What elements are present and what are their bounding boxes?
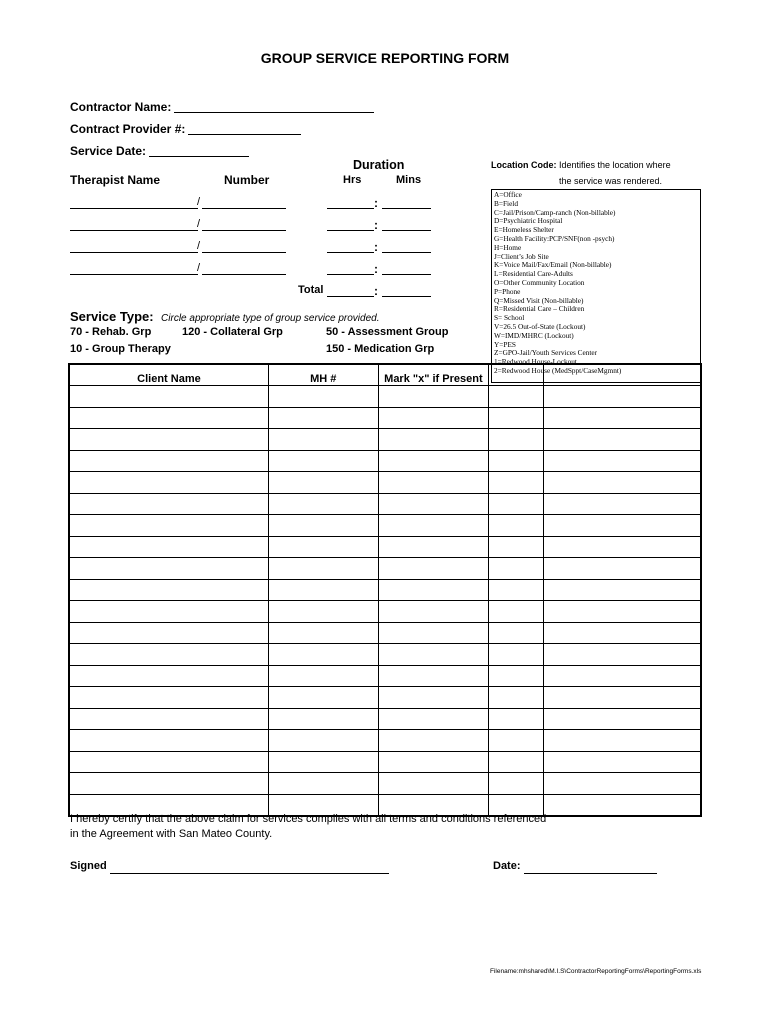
service-type-instruction: Circle appropriate type of group service provided. <box>161 313 380 324</box>
therapist-name-header: Therapist Name <box>70 173 161 187</box>
present-cell[interactable] <box>378 730 489 752</box>
location-code-item: A=Office <box>494 190 522 199</box>
blank-cell[interactable] <box>489 536 544 558</box>
mins-header: Mins <box>396 174 422 186</box>
contract-provider-line[interactable] <box>188 134 301 135</box>
table-row <box>69 450 701 472</box>
blank-cell[interactable] <box>544 579 701 601</box>
certification-line-2: in the Agreement with San Mateo County. <box>70 828 273 840</box>
blank-cell[interactable] <box>489 751 544 773</box>
client-name-cell[interactable] <box>69 450 268 472</box>
client-name-cell[interactable] <box>69 773 268 795</box>
present-cell[interactable] <box>378 665 489 687</box>
service-type-label: Service Type: <box>70 309 154 324</box>
client-name-cell[interactable] <box>69 386 268 408</box>
form-title: GROUP SERVICE REPORTING FORM <box>260 50 510 66</box>
blank-cell[interactable] <box>489 622 544 644</box>
blank-cell[interactable] <box>544 665 701 687</box>
colon: : <box>374 284 378 298</box>
mh-number-cell[interactable] <box>268 429 378 451</box>
slash: / <box>197 262 201 274</box>
therapist-name-line[interactable] <box>70 230 198 231</box>
client-name-cell[interactable] <box>69 515 268 537</box>
mh-number-cell[interactable] <box>268 536 378 558</box>
blank-cell[interactable] <box>544 386 701 408</box>
blank-cell[interactable] <box>489 472 544 494</box>
blank-cell[interactable] <box>544 536 701 558</box>
therapist-number-line[interactable] <box>202 208 286 209</box>
blank-cell[interactable] <box>489 665 544 687</box>
location-code-item: O=Other Community Location <box>494 277 585 287</box>
location-code-heading <box>491 160 671 170</box>
hrs-line[interactable] <box>327 252 374 253</box>
present-cell[interactable] <box>378 472 489 494</box>
blank-cell[interactable] <box>489 579 544 601</box>
contract-provider-label: Contract Provider #: <box>70 122 186 136</box>
colon: : <box>374 196 378 210</box>
table-row <box>69 644 701 666</box>
client-name-cell[interactable] <box>69 644 268 666</box>
blank-cell[interactable] <box>544 472 701 494</box>
client-name-cell[interactable] <box>69 493 268 515</box>
blank-cell[interactable] <box>489 730 544 752</box>
present-header: Mark "x" if Present <box>378 364 489 386</box>
blank-cell[interactable] <box>489 407 544 429</box>
certification-line-1: I hereby certify that the above claim for services complies with all terms and conditions referenced <box>70 813 547 825</box>
mh-number-cell[interactable] <box>268 515 378 537</box>
mh-number-cell[interactable] <box>268 622 378 644</box>
present-cell[interactable] <box>378 622 489 644</box>
table-row <box>69 558 701 580</box>
mh-number-cell[interactable] <box>268 687 378 709</box>
blank-cell[interactable] <box>489 558 544 580</box>
location-code-item: 2=Redwood House (MedSppt/CaseMgmnt) <box>494 365 622 375</box>
present-cell[interactable] <box>378 493 489 515</box>
mh-number-cell[interactable] <box>268 751 378 773</box>
service-type-section <box>70 308 380 326</box>
blank-cell[interactable] <box>544 429 701 451</box>
client-name-cell[interactable] <box>69 708 268 730</box>
contractor-name-label: Contractor Name: <box>70 100 172 114</box>
blank-cell[interactable] <box>544 558 701 580</box>
client-name-cell[interactable] <box>69 751 268 773</box>
location-code-item: Z=GPO-Jail/Youth Services Center <box>494 348 598 358</box>
duration-title: Duration <box>353 158 405 172</box>
blank-cell[interactable] <box>544 644 701 666</box>
location-code-item: H=Home <box>494 242 522 252</box>
total-label: Total <box>298 284 324 296</box>
present-cell[interactable] <box>378 644 489 666</box>
blank-cell[interactable] <box>544 407 701 429</box>
slash: / <box>197 196 201 208</box>
table-row <box>69 536 701 558</box>
mins-line[interactable] <box>382 252 431 253</box>
blank-cell[interactable] <box>489 386 544 408</box>
mins-line[interactable] <box>382 274 431 275</box>
location-code-item: C=Jail/Prison/Camp-ranch (Non-billable) <box>494 207 616 217</box>
date-line[interactable] <box>524 873 657 874</box>
location-code-item: D=Psychiatric Hospital <box>494 216 563 226</box>
client-name-cell[interactable] <box>69 407 268 429</box>
table-row <box>69 708 701 730</box>
service-option-150[interactable]: 150 - Medication Grp <box>326 343 435 355</box>
date-label: Date: <box>493 860 521 872</box>
present-cell[interactable] <box>378 515 489 537</box>
location-code-desc: Identifies the location where <box>559 160 671 170</box>
service-option-120[interactable]: 120 - Collateral Grp <box>182 326 283 338</box>
contractor-name-line[interactable] <box>174 112 374 113</box>
table-row <box>69 665 701 687</box>
therapist-name-line[interactable] <box>70 252 198 253</box>
client-name-cell[interactable] <box>69 622 268 644</box>
table-row <box>69 730 701 752</box>
table-row <box>69 601 701 623</box>
blank-cell[interactable] <box>489 773 544 795</box>
blank-cell[interactable] <box>544 622 701 644</box>
service-date-label: Service Date: <box>70 144 147 158</box>
therapist-number-line[interactable] <box>202 274 286 275</box>
location-code-desc-2: the service was rendered. <box>559 176 663 186</box>
blank-cell[interactable] <box>544 493 701 515</box>
therapist-name-line[interactable] <box>70 274 198 275</box>
blank-cell[interactable] <box>544 708 701 730</box>
mins-line[interactable] <box>382 208 431 209</box>
blank-cell[interactable] <box>544 515 701 537</box>
mh-number-cell[interactable] <box>268 773 378 795</box>
present-cell[interactable] <box>378 579 489 601</box>
present-cell[interactable] <box>378 429 489 451</box>
location-code-item: Y=PES <box>494 339 516 349</box>
hrs-line[interactable] <box>327 230 374 231</box>
mh-number-header: MH # <box>268 364 378 386</box>
present-cell[interactable] <box>378 450 489 472</box>
colon: : <box>374 240 378 254</box>
mins-line[interactable] <box>382 230 431 231</box>
therapist-number-line[interactable] <box>202 252 286 253</box>
table-row <box>69 407 701 429</box>
location-code-item: B=Field <box>494 198 518 208</box>
blank-cell[interactable] <box>489 493 544 515</box>
hrs-line[interactable] <box>327 274 374 275</box>
location-code-item: P=Phone <box>494 286 521 296</box>
client-name-cell[interactable] <box>69 579 268 601</box>
location-code-item: L=Residential Care-Adults <box>494 269 573 279</box>
client-name-cell[interactable] <box>69 536 268 558</box>
client-name-cell[interactable] <box>69 601 268 623</box>
table-row <box>69 386 701 408</box>
location-code-item: G=Health Facility:PCP/SNF(non -psych) <box>494 233 615 243</box>
blank-cell[interactable] <box>489 450 544 472</box>
mh-number-cell[interactable] <box>268 708 378 730</box>
total-mins-line[interactable] <box>382 296 431 297</box>
hrs-header: Hrs <box>343 174 362 186</box>
mh-number-cell[interactable] <box>268 730 378 752</box>
table-row <box>69 687 701 709</box>
blank-cell[interactable] <box>489 708 544 730</box>
blank-cell[interactable] <box>544 773 701 795</box>
location-code-item: K=Voice Mail/Fax/Email (Non-billable) <box>494 260 612 270</box>
client-name-header: Client Name <box>69 364 268 386</box>
client-name-cell[interactable] <box>69 687 268 709</box>
slash: / <box>197 218 201 230</box>
mh-number-cell[interactable] <box>268 407 378 429</box>
location-code-item: R=Residential Care – Children <box>494 304 585 314</box>
blank-header <box>544 364 701 386</box>
mh-number-cell[interactable] <box>268 579 378 601</box>
slash: / <box>197 240 201 252</box>
blank-cell[interactable] <box>544 751 701 773</box>
table-row <box>69 579 701 601</box>
service-option-70[interactable]: 70 - Rehab. Grp <box>70 326 152 338</box>
mh-number-cell[interactable] <box>268 386 378 408</box>
mh-number-cell[interactable] <box>268 493 378 515</box>
certification-text <box>70 812 630 842</box>
colon: : <box>374 218 378 232</box>
blank-cell[interactable] <box>489 429 544 451</box>
location-code-item: J=Client’s Job Site <box>494 251 549 261</box>
mh-number-cell[interactable] <box>268 644 378 666</box>
client-table <box>68 363 702 817</box>
client-name-cell[interactable] <box>69 730 268 752</box>
therapist-name-line[interactable] <box>70 208 198 209</box>
location-code-item: 1=Redwood House-Lockout <box>494 357 577 367</box>
service-date-line[interactable] <box>149 156 249 157</box>
blank-cell[interactable] <box>489 644 544 666</box>
service-option-50[interactable]: 50 - Assessment Group <box>326 326 449 338</box>
present-cell[interactable] <box>378 558 489 580</box>
client-name-cell[interactable] <box>69 558 268 580</box>
mh-number-cell[interactable] <box>268 450 378 472</box>
present-cell[interactable] <box>378 687 489 709</box>
location-code-item: W=IMD/MHRC (Lockout) <box>494 330 574 340</box>
present-cell[interactable] <box>378 407 489 429</box>
client-name-cell[interactable] <box>69 472 268 494</box>
therapist-number-line[interactable] <box>202 230 286 231</box>
blank-header <box>489 364 544 386</box>
present-cell[interactable] <box>378 773 489 795</box>
present-cell[interactable] <box>378 708 489 730</box>
mh-number-cell[interactable] <box>268 558 378 580</box>
present-cell[interactable] <box>378 751 489 773</box>
mh-number-cell[interactable] <box>268 472 378 494</box>
location-code-label: Location Code: <box>491 160 557 170</box>
mh-number-cell[interactable] <box>268 601 378 623</box>
present-cell[interactable] <box>378 386 489 408</box>
signature-line[interactable] <box>110 873 389 874</box>
client-name-cell[interactable] <box>69 429 268 451</box>
mh-number-cell[interactable] <box>268 665 378 687</box>
number-header: Number <box>224 173 270 187</box>
table-row <box>69 515 701 537</box>
service-option-10[interactable]: 10 - Group Therapy <box>70 343 171 355</box>
table-row <box>69 751 701 773</box>
table-row <box>69 773 701 795</box>
blank-cell[interactable] <box>544 450 701 472</box>
table-row <box>69 622 701 644</box>
location-code-item: V=26.5 Out-of-State (Lockout) <box>494 321 586 331</box>
total-hrs-line[interactable] <box>327 296 374 297</box>
present-cell[interactable] <box>378 601 489 623</box>
blank-cell[interactable] <box>489 687 544 709</box>
present-cell[interactable] <box>378 536 489 558</box>
table-row <box>69 493 701 515</box>
location-code-list <box>491 189 701 383</box>
blank-cell[interactable] <box>489 601 544 623</box>
footer-filename: Filename:mhshared\M.I.S\ContractorReportingForms\ReportingForms.xls <box>490 968 702 975</box>
signed-label: Signed <box>70 860 107 872</box>
table-row <box>69 472 701 494</box>
table-row <box>69 429 701 451</box>
blank-cell[interactable] <box>544 687 701 709</box>
location-code-item: S= School <box>494 313 525 323</box>
colon: : <box>374 262 378 276</box>
client-name-cell[interactable] <box>69 665 268 687</box>
location-code-item: E=Homeless Shelter <box>494 225 554 235</box>
hrs-line[interactable] <box>327 208 374 209</box>
blank-cell[interactable] <box>544 730 701 752</box>
location-code-item: Q=Missed Visit (Non-billable) <box>494 295 584 305</box>
blank-cell[interactable] <box>489 515 544 537</box>
blank-cell[interactable] <box>544 601 701 623</box>
